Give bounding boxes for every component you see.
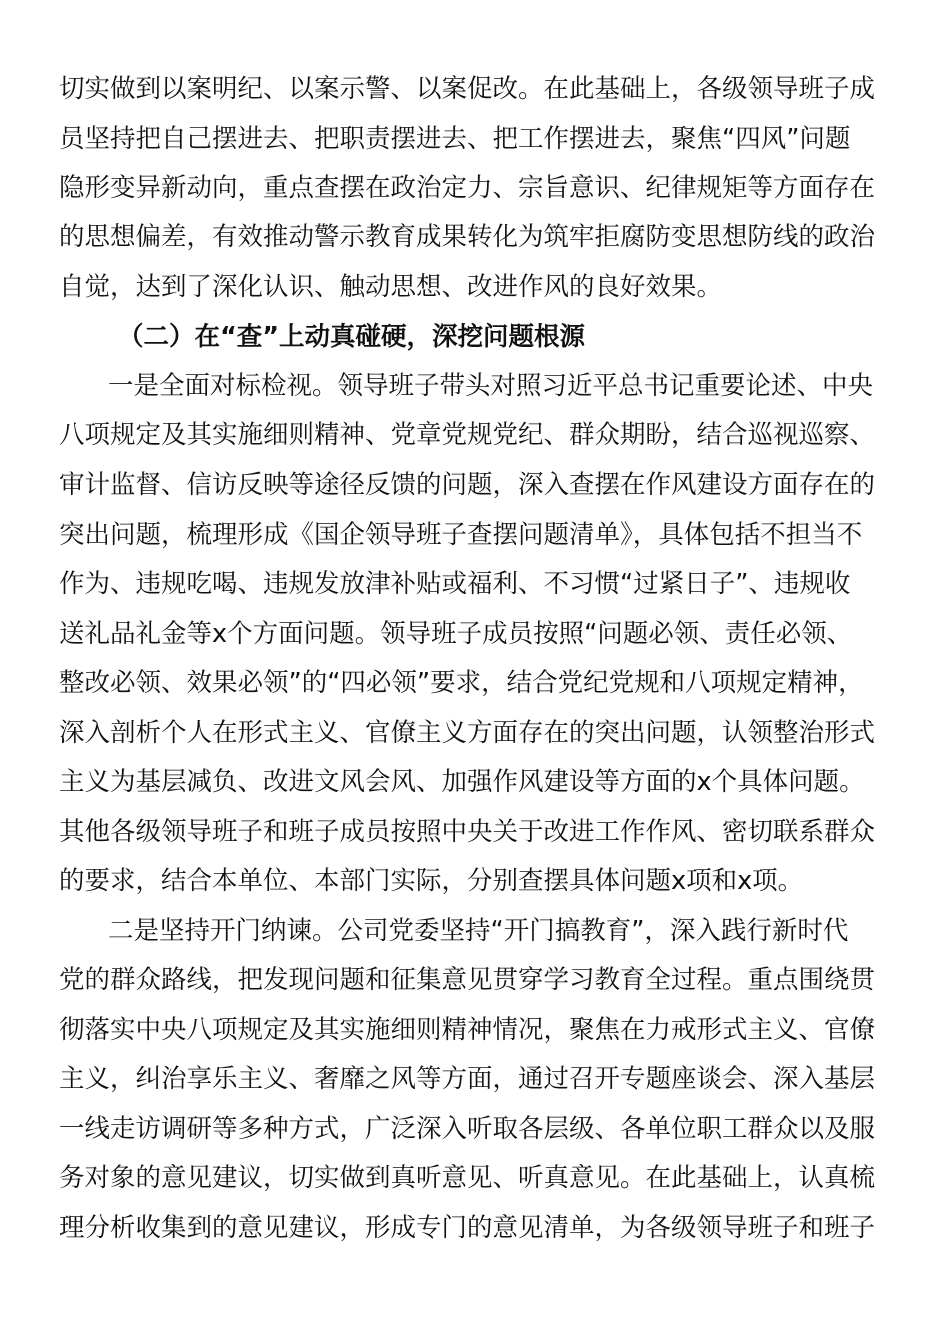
paragraph-line: 二是坚持开门纳谏。公司党委坚持“开门搞教育”，深入践行新时代 bbox=[108, 916, 849, 946]
paragraph-line: 送礼品礼金等x个方面问题。领导班子成员按照“问题必领、责任必领、 bbox=[59, 619, 853, 649]
paragraph-line: 审计监督、信访反映等途径反馈的问题，深入查摆在作风建设方面存在的 bbox=[59, 470, 876, 500]
paragraph-line: 的思想偏差，有效推动警示教育成果转化为筑牢拒腐防变思想防线的政治 bbox=[59, 222, 876, 252]
paragraph-line: 彻落实中央八项规定及其实施细则精神情况，聚焦在力戒形式主义、官僚 bbox=[59, 1015, 876, 1045]
paragraph-line: 员坚持把自己摆进去、把职责摆进去、把工作摆进去，聚焦“四风”问题 bbox=[59, 124, 851, 154]
paragraph-line: 八项规定及其实施细则精神、党章党规党纪、群众期盼，结合巡视巡察、 bbox=[59, 420, 876, 450]
paragraph-line: 作为、违规吃喝、违规发放津补贴或福利、不习惯“过紧日子”、违规收 bbox=[59, 569, 851, 599]
paragraph-line: 整改必领、效果必领”的“四必领”要求，结合党纪党规和八项规定精神， bbox=[59, 668, 864, 698]
paragraph-line: 主义为基层减负、改进文风会风、加强作风建设等方面的x个具体问题。 bbox=[59, 767, 865, 797]
paragraph-line: 一是全面对标检视。领导班子带头对照习近平总书记重要论述、中央 bbox=[108, 371, 874, 401]
paragraph-line: 党的群众路线，把发现问题和征集意见贯穿学习教育全过程。重点围绕贯 bbox=[59, 965, 876, 995]
paragraph-line: 理分析收集到的意见建议，形成专门的意见清单，为各级领导班子和班子 bbox=[59, 1213, 876, 1243]
paragraph-line: 的要求，结合本单位、本部门实际，分别查摆具体问题x项和x项。 bbox=[59, 866, 804, 896]
paragraph-line: 深入剖析个人在形式主义、官僚主义方面存在的突出问题，认领整治形式 bbox=[59, 718, 876, 748]
paragraph-line: 一线走访调研等多种方式，广泛深入听取各层级、各单位职工群众以及服 bbox=[59, 1114, 876, 1144]
paragraph-line: 自觉，达到了深化认识、触动思想、改进作风的良好效果。 bbox=[59, 272, 723, 302]
paragraph-line: 主义，纠治享乐主义、奢靡之风等方面，通过召开专题座谈会、深入基层 bbox=[59, 1064, 876, 1094]
paragraph-line: 务对象的意见建议，切实做到真听意见、听真意见。在此基础上，认真梳 bbox=[59, 1163, 876, 1193]
paragraph-line: 突出问题，梳理形成《国企领导班子查摆问题清单》，具体包括不担当不 bbox=[59, 520, 863, 550]
paragraph-line: 其他各级领导班子和班子成员按照中央关于改进工作作风、密切联系群众 bbox=[59, 817, 876, 847]
section-heading: （二）在“查”上动真碰硬，深挖问题根源 bbox=[118, 322, 586, 352]
paragraph-line: 隐形变异新动向，重点查摆在政治定力、宗旨意识、纪律规矩等方面存在 bbox=[59, 173, 876, 203]
paragraph-line: 切实做到以案明纪、以案示警、以案促改。在此基础上，各级领导班子成 bbox=[59, 74, 876, 104]
